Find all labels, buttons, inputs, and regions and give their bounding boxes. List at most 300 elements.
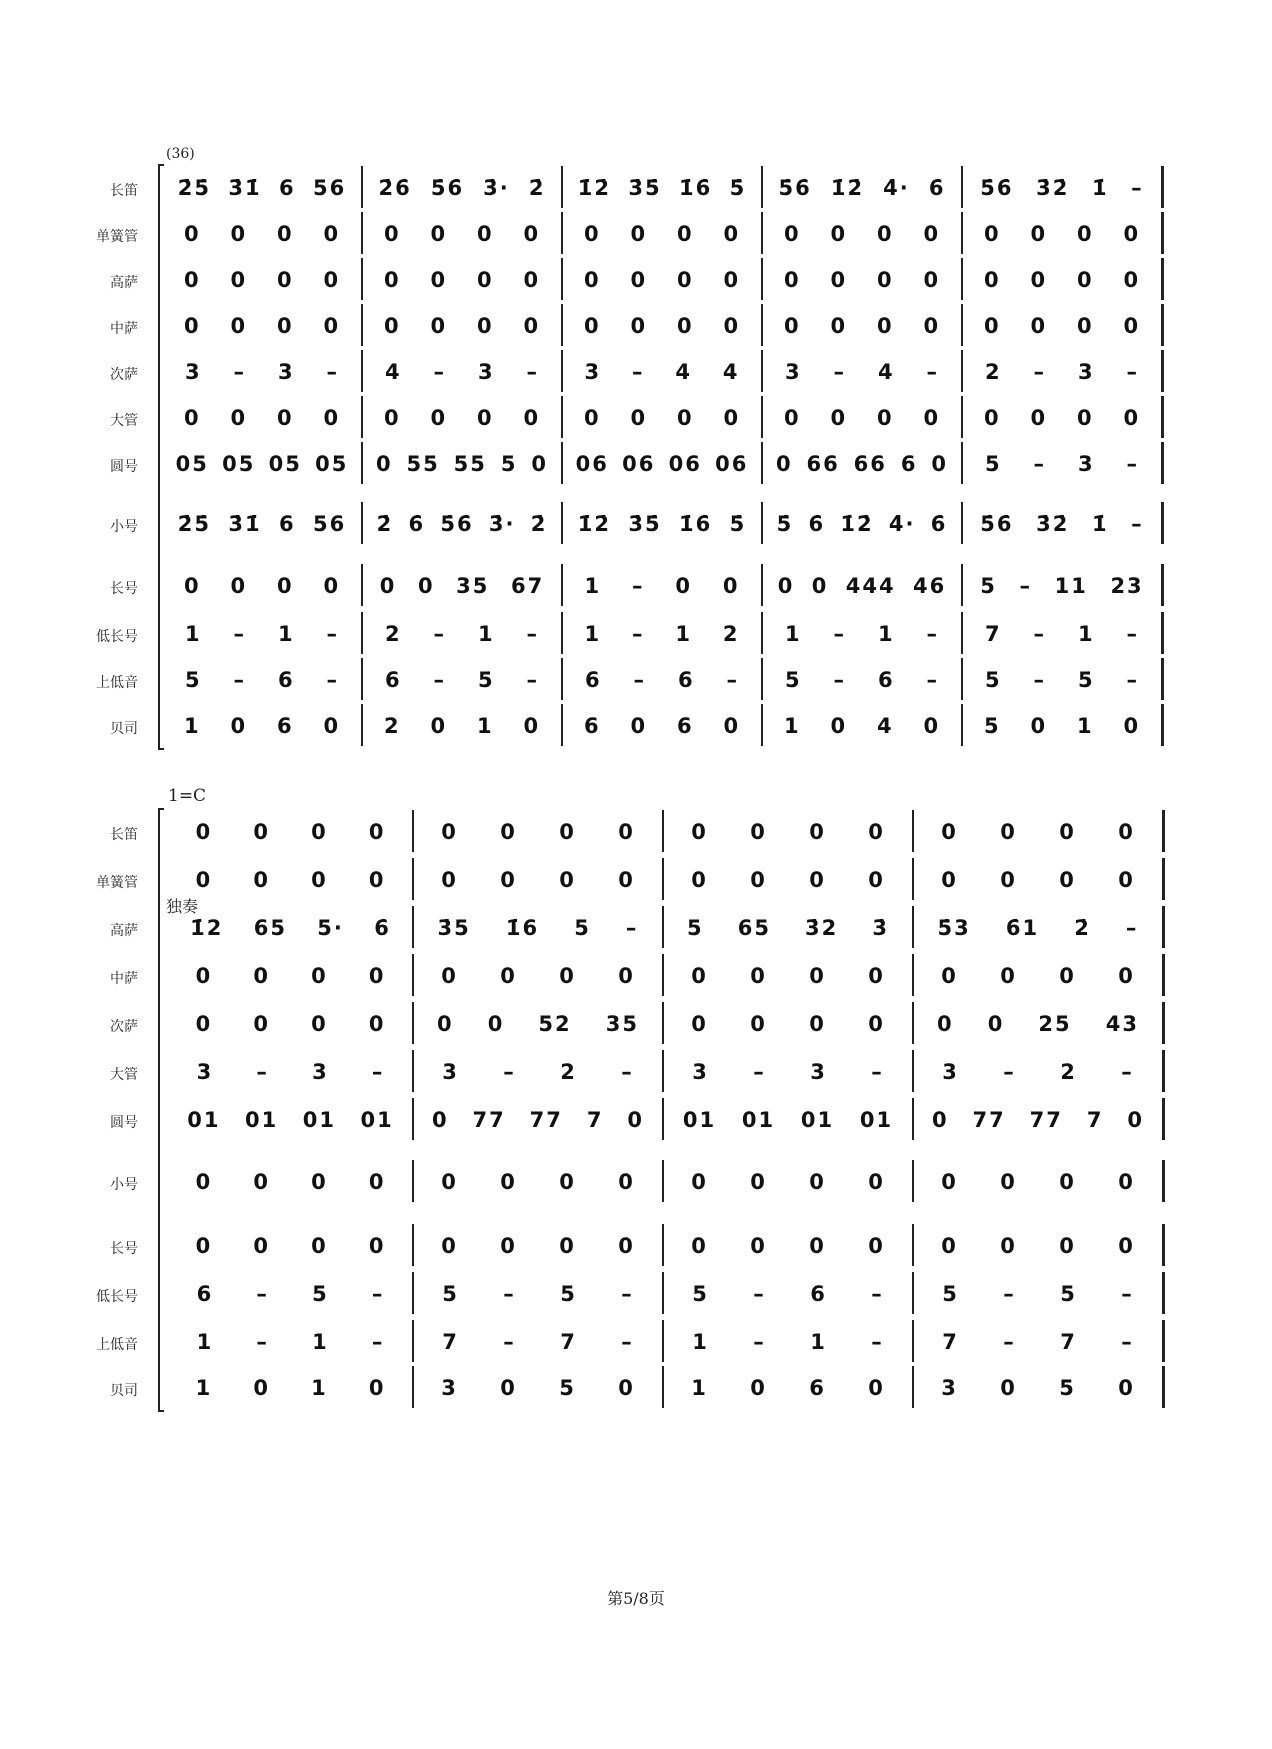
note: – — [621, 1330, 634, 1354]
note: – — [1131, 176, 1144, 200]
note: 0 — [476, 314, 494, 338]
note: – — [1003, 1060, 1016, 1084]
measure — [664, 956, 912, 996]
note: 0 — [750, 964, 767, 988]
barline — [412, 1098, 414, 1140]
note: – — [726, 668, 740, 692]
note: 0 — [253, 1012, 270, 1036]
note: 0 — [230, 222, 248, 246]
note: 0 — [368, 868, 386, 892]
note: 0 — [311, 868, 328, 892]
note: 3 — [1077, 452, 1095, 476]
note: 0 — [676, 222, 694, 246]
note: 1 — [477, 622, 495, 646]
note: 0 — [183, 574, 201, 598]
note: 2̇ — [530, 512, 548, 536]
measure — [664, 1274, 912, 1314]
measure — [169, 1004, 412, 1044]
note: 3 — [196, 1060, 214, 1084]
measure — [169, 1052, 412, 1092]
barline — [412, 954, 414, 996]
barline — [662, 954, 664, 996]
barline — [912, 1366, 914, 1408]
note: 2̇ — [376, 512, 394, 536]
system-end-barline — [1161, 258, 1164, 300]
note: 66 — [806, 452, 840, 476]
note: 0 — [630, 714, 648, 738]
measure — [664, 1004, 912, 1044]
note: 0 — [1123, 268, 1141, 292]
measure — [963, 168, 1161, 208]
measure — [169, 1368, 412, 1408]
measure — [563, 504, 761, 544]
note: 0 — [323, 574, 341, 598]
note: 0 — [1123, 314, 1141, 338]
note: 0 — [441, 868, 458, 892]
note: 77 — [472, 1108, 506, 1132]
barline — [361, 166, 363, 208]
note: 0 — [311, 1012, 328, 1036]
note: 3̇ — [872, 916, 889, 940]
note: 0 — [183, 222, 201, 246]
note: 0 — [675, 574, 693, 598]
barline — [412, 1160, 414, 1202]
note: – — [753, 1282, 766, 1306]
measure — [763, 614, 961, 654]
measure — [414, 1052, 662, 1092]
note: 3̇2̇ — [1036, 512, 1070, 536]
note: 0 — [1030, 314, 1048, 338]
note: 0 — [809, 820, 826, 844]
note: 0 — [876, 406, 894, 430]
barline — [961, 502, 963, 544]
note: 0 — [1118, 1376, 1135, 1400]
note: 0 — [983, 406, 1001, 430]
barline — [412, 1320, 414, 1362]
instrument-label: 长笛 — [110, 827, 138, 843]
note: 0 — [1059, 964, 1076, 988]
note: 0 — [311, 1170, 328, 1194]
measure — [169, 1226, 412, 1266]
note: 0 — [583, 314, 601, 338]
note: 1 — [277, 622, 295, 646]
measure — [763, 168, 961, 208]
note: 5· — [317, 916, 344, 940]
note: 11 — [1054, 574, 1088, 598]
measure — [163, 260, 361, 300]
note: 0 — [441, 1170, 458, 1194]
barline — [662, 1160, 664, 1202]
note: 0 — [368, 820, 386, 844]
note: 6 — [677, 668, 695, 692]
note: 5̇6̇ — [778, 176, 812, 200]
measure — [169, 908, 412, 948]
note: 5 — [1060, 1282, 1077, 1306]
note: 6̇ — [374, 916, 391, 940]
measure — [163, 352, 361, 392]
note: 1̇2̇ — [577, 176, 611, 200]
barline — [561, 564, 563, 606]
barline — [961, 258, 963, 300]
barline — [361, 658, 363, 700]
barline — [412, 906, 414, 948]
measure — [664, 1322, 912, 1362]
note: 0 — [1000, 1376, 1017, 1400]
note: 0 — [923, 314, 941, 338]
instrument-label: 中萨 — [110, 971, 138, 987]
note: 1̇2̇ — [840, 512, 874, 536]
barline — [912, 1160, 914, 1202]
note: 0 — [811, 574, 829, 598]
note: 0 — [1123, 406, 1141, 430]
measure — [664, 1052, 912, 1092]
measure — [963, 398, 1161, 438]
note: 4̇· — [883, 176, 910, 200]
note: 7 — [1086, 1108, 1104, 1132]
note: 55 — [406, 452, 440, 476]
system-end-barline — [1162, 810, 1165, 852]
note: 7 — [1060, 1330, 1077, 1354]
barline — [412, 1224, 414, 1266]
note: 0 — [876, 222, 894, 246]
note: 0 — [379, 574, 397, 598]
note: – — [256, 1060, 269, 1084]
note: 01 — [859, 1108, 894, 1132]
note: 0 — [368, 1234, 386, 1258]
barline — [662, 906, 664, 948]
note: – — [633, 668, 647, 692]
note: 5 — [477, 668, 495, 692]
note: 77 — [972, 1108, 1006, 1132]
barline — [412, 810, 414, 852]
note: 0 — [500, 964, 517, 988]
note: – — [1125, 916, 1139, 940]
note: 1̇ — [1091, 512, 1109, 536]
note: 4 — [877, 360, 895, 384]
note: 1 — [195, 1376, 213, 1400]
note: – — [621, 1060, 634, 1084]
measure — [763, 566, 961, 606]
note: 0 — [441, 1234, 458, 1258]
measure — [363, 660, 561, 700]
note: 77 — [1029, 1108, 1063, 1132]
instrument-label: 圆号 — [110, 1115, 138, 1131]
note: 0 — [1000, 1234, 1017, 1258]
barline — [961, 704, 963, 746]
note: 0 — [941, 820, 958, 844]
note: – — [326, 360, 340, 384]
measure — [963, 260, 1161, 300]
measure — [414, 812, 662, 852]
system-end-barline — [1162, 1050, 1165, 1092]
note: 3 — [941, 1376, 958, 1400]
note: – — [526, 668, 540, 692]
note: 7 — [442, 1330, 459, 1354]
barline — [761, 396, 763, 438]
note: – — [1003, 1330, 1016, 1354]
note: 0 — [311, 1234, 328, 1258]
note: 0 — [691, 868, 708, 892]
barline — [761, 612, 763, 654]
measure — [363, 444, 561, 484]
barline — [361, 304, 363, 346]
note: 5 — [312, 1282, 329, 1306]
note: 1̇6 — [505, 916, 540, 940]
barline — [961, 442, 963, 484]
note: 0 — [523, 314, 541, 338]
note: 0 — [618, 1170, 635, 1194]
note: 0 — [923, 714, 941, 738]
note: 0 — [441, 964, 458, 988]
barline — [912, 1224, 914, 1266]
note: 5 — [784, 668, 802, 692]
note: – — [631, 574, 645, 598]
system-end-barline — [1161, 396, 1164, 438]
system-end-barline — [1161, 166, 1164, 208]
measure — [169, 812, 412, 852]
note: 0 — [1030, 268, 1048, 292]
note: 0 — [311, 820, 328, 844]
note: – — [871, 1060, 884, 1084]
note: 5 — [574, 916, 591, 940]
note: 1̇2̇ — [577, 512, 611, 536]
note: – — [526, 622, 540, 646]
note: 4 — [722, 360, 740, 384]
barline — [961, 658, 963, 700]
measure — [363, 306, 561, 346]
barline — [361, 502, 363, 544]
note: – — [1121, 1330, 1134, 1354]
note: 01 — [302, 1108, 336, 1132]
instrument-label: 贝司 — [110, 721, 138, 737]
measure — [763, 352, 961, 392]
note: 6̇1 — [1005, 916, 1040, 940]
note: 56 — [313, 512, 347, 536]
note: – — [526, 360, 540, 384]
note: 5̇6̇ — [430, 176, 465, 200]
note: 0 — [809, 1170, 826, 1194]
measure — [963, 660, 1161, 700]
note: 4̇· — [888, 512, 916, 536]
barline — [912, 1272, 914, 1314]
note: 0 — [323, 314, 341, 338]
note: 2 — [722, 622, 740, 646]
system-end-barline — [1162, 954, 1165, 996]
note: 3 — [1077, 360, 1095, 384]
measure — [414, 1004, 662, 1044]
note: 6̇ — [928, 176, 946, 200]
note: 1 — [1077, 622, 1095, 646]
note: 67 — [510, 574, 545, 598]
note: 3̇2 — [805, 916, 839, 940]
note: 0 — [1000, 820, 1017, 844]
barline — [561, 396, 563, 438]
barline — [361, 258, 363, 300]
note: 4 — [675, 360, 693, 384]
note: 0 — [983, 222, 1001, 246]
barline — [561, 442, 563, 484]
note: – — [1126, 668, 1140, 692]
note: – — [1126, 452, 1140, 476]
measure — [563, 566, 761, 606]
note: 0 — [987, 1012, 1005, 1036]
instrument-label: 上低音 — [96, 675, 138, 691]
note: 6̇ — [408, 512, 426, 536]
note: 0 — [430, 714, 448, 738]
note: 43 — [1105, 1012, 1139, 1036]
note: 0 — [195, 964, 213, 988]
note: 0 — [583, 222, 601, 246]
measure — [414, 1368, 662, 1408]
note: 0 — [931, 452, 948, 476]
note: 5 — [559, 1376, 576, 1400]
measure — [763, 214, 961, 254]
measure — [163, 398, 361, 438]
note: 0 — [1076, 314, 1094, 338]
note: 0 — [676, 268, 694, 292]
measure — [414, 956, 662, 996]
measure — [163, 660, 361, 700]
note: 3 — [277, 360, 295, 384]
note: 0 — [923, 406, 941, 430]
note: 0 — [830, 268, 848, 292]
barline — [912, 954, 914, 996]
note: 0 — [1059, 868, 1076, 892]
barline — [662, 1050, 664, 1092]
note: 1 — [784, 622, 802, 646]
note: 0 — [777, 574, 795, 598]
note: 0 — [559, 820, 576, 844]
note: 5̇6̇ — [980, 176, 1014, 200]
note: 0 — [868, 1012, 885, 1036]
note: 0 — [487, 1012, 505, 1036]
note: 5 — [500, 452, 518, 476]
note: 6 — [900, 452, 918, 476]
note: 6 — [809, 1376, 826, 1400]
barline — [961, 212, 963, 254]
note: 0 — [723, 268, 741, 292]
measure — [563, 352, 761, 392]
note: 1 — [810, 1330, 827, 1354]
system-end-barline — [1161, 350, 1164, 392]
note: 0 — [775, 452, 793, 476]
instrument-label: 小号 — [110, 1177, 138, 1193]
note: 1̇ — [1091, 176, 1109, 200]
system-end-barline — [1161, 704, 1164, 746]
note: 23 — [1110, 574, 1144, 598]
note: 0 — [276, 268, 294, 292]
note: 0 — [983, 314, 1001, 338]
note: – — [433, 668, 447, 692]
note: 5 — [560, 1282, 577, 1306]
instrument-label: 长笛 — [110, 183, 138, 199]
barline — [361, 564, 363, 606]
note: 0 — [276, 406, 294, 430]
note: 0 — [559, 964, 576, 988]
note: 3̇· — [488, 512, 516, 536]
note: 5 — [983, 714, 1001, 738]
barline — [761, 704, 763, 746]
note: – — [631, 622, 645, 646]
note: 0 — [430, 314, 448, 338]
note: 0 — [809, 868, 826, 892]
note: 1 — [675, 622, 693, 646]
measure — [563, 660, 761, 700]
note: 0 — [868, 868, 885, 892]
note: 01 — [682, 1108, 717, 1132]
note: 01 — [187, 1108, 221, 1132]
note: 0 — [1118, 820, 1135, 844]
measure — [963, 706, 1161, 746]
note: – — [326, 622, 340, 646]
note: 0 — [559, 1170, 576, 1194]
note: 01 — [360, 1108, 394, 1132]
note: 0 — [876, 268, 894, 292]
measure — [414, 860, 662, 900]
measure — [363, 260, 561, 300]
barline — [761, 166, 763, 208]
note: 65 — [737, 916, 771, 940]
note: 0 — [937, 1012, 954, 1036]
measure — [169, 1100, 412, 1140]
barline — [561, 350, 563, 392]
barline — [761, 658, 763, 700]
instrument-label: 单簧管 — [96, 229, 138, 245]
note: 3̇5̇ — [628, 512, 662, 536]
note: – — [871, 1330, 884, 1354]
note: 0 — [630, 268, 648, 292]
note: 0 — [723, 314, 741, 338]
note: 5̇ — [729, 512, 747, 536]
note: – — [1121, 1282, 1134, 1306]
note: – — [1003, 1282, 1016, 1306]
barline — [761, 564, 763, 606]
system-end-barline — [1161, 612, 1164, 654]
note: 0 — [1127, 1108, 1144, 1132]
note: 0 — [1118, 1170, 1135, 1194]
note: 0 — [500, 820, 517, 844]
note: – — [233, 622, 247, 646]
note: – — [1019, 574, 1033, 598]
note: 0 — [723, 222, 741, 246]
note: 0 — [383, 314, 401, 338]
note: 7 — [560, 1330, 577, 1354]
note: 2 — [1060, 1060, 1077, 1084]
note: 0 — [618, 1234, 635, 1258]
barline — [361, 396, 363, 438]
note: 0 — [230, 574, 248, 598]
measure — [163, 444, 361, 484]
note: 0 — [1059, 1170, 1076, 1194]
note: 5̇6̇ — [440, 512, 474, 536]
note: 0 — [1000, 1170, 1017, 1194]
note: 66 — [853, 452, 887, 476]
measure — [963, 306, 1161, 346]
note: 6 — [278, 512, 296, 536]
note: – — [833, 360, 847, 384]
note: 77 — [529, 1108, 563, 1132]
measure — [914, 812, 1162, 852]
note: 0 — [323, 268, 341, 292]
note: 6 — [583, 714, 601, 738]
instrument-label: 单簧管 — [96, 875, 138, 891]
note: 2 — [984, 360, 1002, 384]
barline — [662, 1098, 664, 1140]
note: 0 — [750, 1234, 767, 1258]
note: 2 — [384, 622, 402, 646]
barline — [912, 858, 914, 900]
barline — [561, 212, 563, 254]
